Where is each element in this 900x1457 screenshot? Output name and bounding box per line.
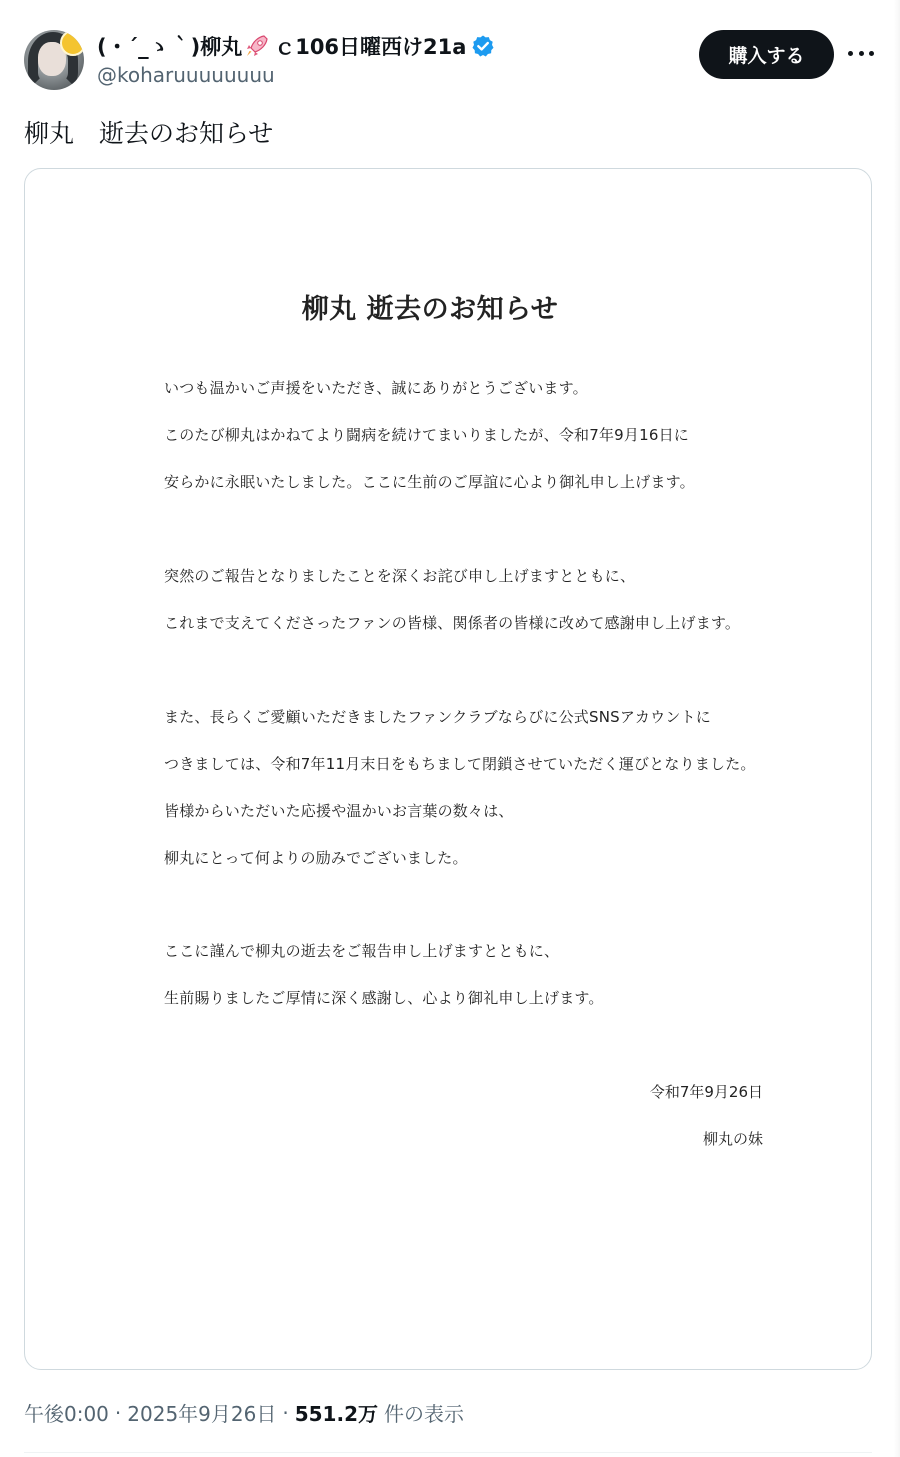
buy-button[interactable]: 購入する [699, 30, 834, 79]
tweet-time[interactable]: 午後0:00 [24, 1402, 109, 1426]
divider [24, 1452, 872, 1453]
document-title: 柳丸 逝去のお知らせ [301, 294, 559, 325]
document-signature: 柳丸の妹 [702, 1130, 763, 1148]
author-handle[interactable]: @koharuuuuuuuu [97, 63, 275, 87]
tweet-text: 柳丸 逝去のお知らせ [24, 119, 274, 148]
document-line: 皆様からいただいた応援や温かいお言葉の数々は、 [164, 802, 514, 820]
display-name-suffix: ｃ106日曜西け21a [274, 35, 467, 59]
document-line: 生前賜りましたご厚情に深く感謝し、心より御礼申し上げます。 [164, 989, 604, 1007]
document-line: また、長らくご愛顧いただきましたファンクラブならびに公式SNSアカウントに [164, 708, 711, 726]
tweet-date[interactable]: 2025年9月26日 [127, 1402, 277, 1426]
more-horizontal-icon[interactable] [848, 42, 874, 64]
avatar[interactable] [24, 30, 84, 90]
meta-separator: · [114, 1400, 122, 1425]
document-line: 柳丸にとって何よりの励みでございました。 [164, 849, 468, 867]
document-line: 突然のご報告となりましたことを深くお詫び申し上げますとともに、 [164, 567, 636, 585]
scrollbar-edge [894, 0, 900, 1457]
views-label: 件の表示 [383, 1402, 464, 1426]
document-line: ここに謹んで柳丸の逝去をご報告申し上げますとともに、 [164, 942, 560, 960]
display-name-prefix: (・´_ゝ｀)柳丸 [97, 35, 243, 59]
document-line: このたび柳丸はかねてより闘病を続けてまいりましたが、令和7年9月16日に [164, 426, 690, 444]
verified-badge-icon[interactable] [471, 34, 495, 58]
document-line: 安らかに永眠いたしました。ここに生前のご厚誼に心より御礼申し上げます。 [164, 473, 695, 491]
meta-separator: · [282, 1400, 289, 1425]
document-line: つきましては、令和7年11月末日をもちまして閉鎖させていただく運びとなりました。 [164, 755, 756, 773]
document-line: いつも温かいご声援をいただき、誠にありがとうございます。 [164, 379, 588, 397]
views-count[interactable]: 551.2万 [294, 1402, 378, 1426]
tweet-meta [24, 1398, 464, 1427]
document-line: これまで支えてくださったファンの皆様、関係者の皆様に改めて感謝申し上げます。 [164, 614, 741, 632]
author-display-name[interactable] [97, 31, 495, 61]
document-date: 令和7年9月26日 [649, 1083, 763, 1101]
rocket-icon [244, 33, 270, 59]
attached-image[interactable] [24, 168, 872, 1370]
avatar-sticker-icon [60, 30, 84, 56]
